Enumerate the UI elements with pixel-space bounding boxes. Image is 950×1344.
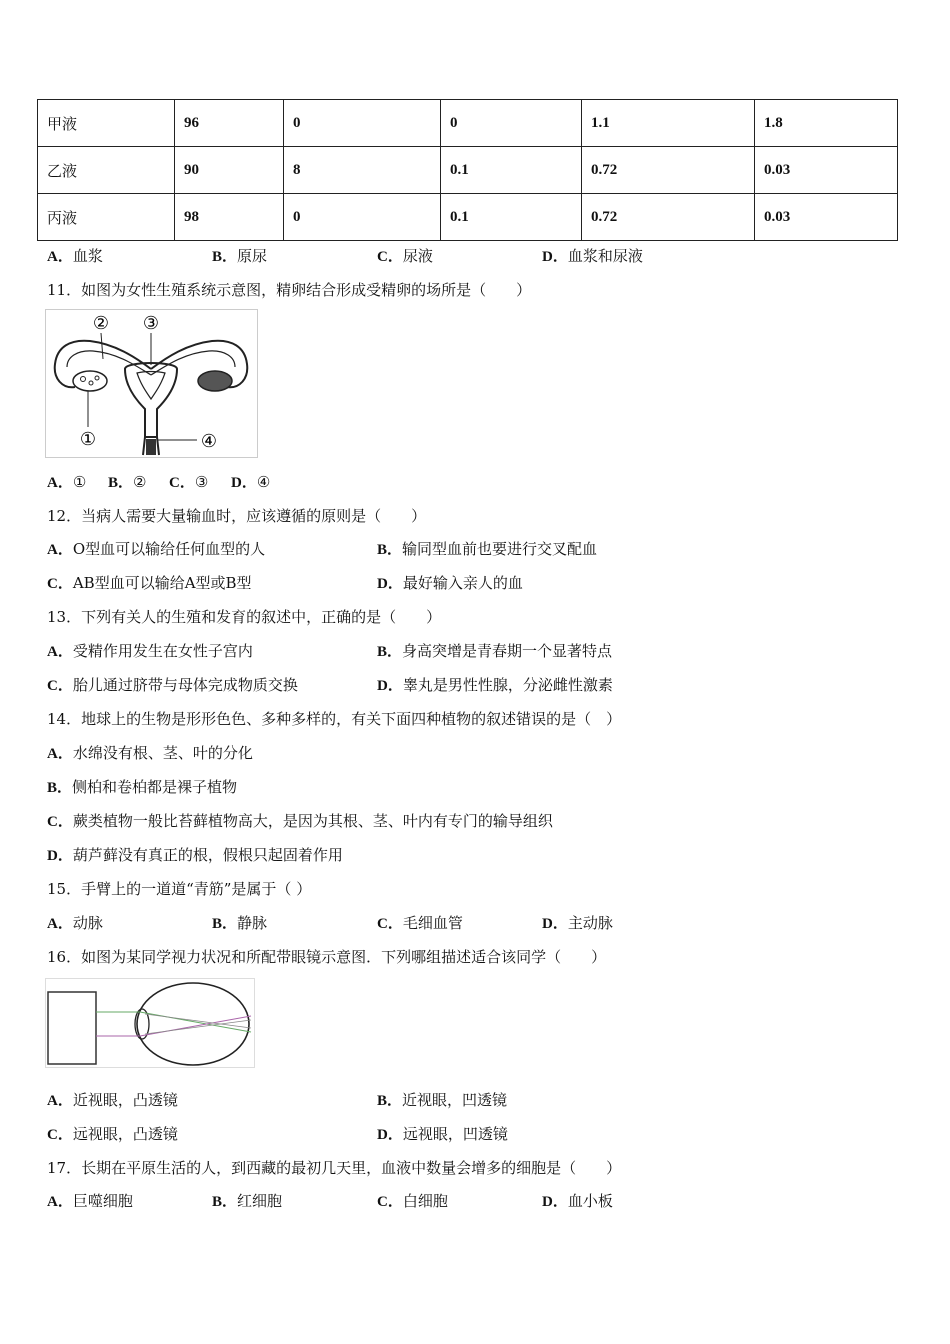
q11-option-b[interactable] <box>108 472 146 493</box>
option-text: 静脉 <box>237 914 268 932</box>
option-text: 远视眼，凸透镜 <box>72 1125 178 1143</box>
option-label: A． <box>47 1194 73 1210</box>
q17-option-b[interactable] <box>212 1191 282 1212</box>
q17-option-c[interactable] <box>377 1191 448 1212</box>
table-cell: 0 <box>284 100 441 147</box>
q17-option-d[interactable] <box>542 1191 613 1212</box>
option-label: C． <box>377 1194 403 1210</box>
option-label: C． <box>377 249 403 265</box>
q14-option-b[interactable] <box>47 777 237 798</box>
table-cell: 0.03 <box>755 147 898 194</box>
option-label: B． <box>377 644 403 660</box>
table-cell: 0.72 <box>582 194 755 241</box>
question-16-stem: 16．如图为某同学视力状况和所配带眼镜示意图．下列哪组描述适合该同学（ ） <box>47 948 607 966</box>
table-cell-name: 甲液 <box>38 100 175 147</box>
table-cell: 8 <box>284 147 441 194</box>
option-label: A． <box>47 746 73 762</box>
q10-option-a[interactable] <box>47 246 103 267</box>
option-label: C． <box>47 576 73 592</box>
table-cell: 1.8 <box>755 100 898 147</box>
q13-option-d[interactable] <box>377 675 613 696</box>
question-12-stem: 12．当病人需要大量输血时，应该遵循的原则是（ ） <box>47 507 427 525</box>
q11-option-c[interactable] <box>169 472 208 493</box>
table-row <box>38 100 898 147</box>
option-text: AB型血可以输给A型或B型 <box>72 574 252 592</box>
option-text: 远视眼，凹透镜 <box>402 1125 508 1143</box>
question-13-stem: 13．下列有关人的生殖和发育的叙述中，正确的是（ ） <box>47 608 442 626</box>
q12-option-b[interactable] <box>377 539 597 560</box>
option-text: 输同型血前也要进行交叉配血 <box>402 540 598 558</box>
q14-option-a[interactable] <box>47 743 253 764</box>
figure-label-2: ② <box>92 313 110 334</box>
table-cell-name: 丙液 <box>38 194 175 241</box>
option-label: D． <box>542 1194 568 1210</box>
option-label: B． <box>212 249 238 265</box>
option-text: ③ <box>194 473 209 491</box>
q11-option-a[interactable] <box>47 472 86 493</box>
option-label: B． <box>377 1093 403 1109</box>
q16-option-c[interactable] <box>47 1124 178 1145</box>
option-text: 最好输入亲人的血 <box>402 574 523 592</box>
q13-option-b[interactable] <box>377 641 612 662</box>
option-label: B． <box>212 1194 238 1210</box>
table-cell: 0.1 <box>441 194 582 241</box>
question-15-stem: 15．手臂上的一道道“青筋”是属于（ ） <box>47 880 312 898</box>
q10-option-c[interactable] <box>377 246 433 267</box>
option-text: O型血可以输给任何血型的人 <box>72 540 266 558</box>
table-cell: 96 <box>175 100 284 147</box>
option-label: A． <box>47 475 73 491</box>
option-label: C． <box>377 916 403 932</box>
table-cell: 0.03 <box>755 194 898 241</box>
option-text: 胎儿通过脐带与母体完成物质交换 <box>72 676 298 694</box>
option-label: B． <box>108 475 134 491</box>
option-text: 水绵没有根、茎、叶的分化 <box>72 744 253 762</box>
q15-option-c[interactable] <box>377 913 463 934</box>
q11-option-d[interactable] <box>231 472 270 493</box>
option-label: D． <box>377 576 403 592</box>
q13-option-a[interactable] <box>47 641 253 662</box>
table-row <box>38 147 898 194</box>
option-text: 主动脉 <box>567 914 613 932</box>
q12-option-a[interactable] <box>47 539 265 560</box>
q14-option-c[interactable] <box>47 811 553 832</box>
table-cell: 0.72 <box>582 147 755 194</box>
table-cell-name: 乙液 <box>38 147 175 194</box>
option-text: 血浆 <box>72 247 103 265</box>
female-reproductive-system-figure <box>45 309 258 458</box>
eye-and-lens-figure <box>45 978 255 1068</box>
option-label: C． <box>169 475 195 491</box>
option-label: B． <box>212 916 238 932</box>
option-label: A． <box>47 542 73 558</box>
option-label: D． <box>377 1127 403 1143</box>
q17-option-a[interactable] <box>47 1191 133 1212</box>
option-label: A． <box>47 916 73 932</box>
option-text: 侧柏和卷柏都是裸子植物 <box>72 778 238 796</box>
table-row <box>38 194 898 241</box>
option-label: B． <box>47 780 73 796</box>
table-cell: 90 <box>175 147 284 194</box>
option-text: 巨噬细胞 <box>72 1192 133 1210</box>
option-text: 近视眼，凸透镜 <box>72 1091 178 1109</box>
option-text: 蕨类植物一般比苔藓植物高大，是因为其根、茎、叶内有专门的输导组织 <box>72 812 553 830</box>
figure-label-4: ④ <box>200 431 218 452</box>
option-label: D． <box>47 848 73 864</box>
q15-option-b[interactable] <box>212 913 267 934</box>
option-label: D． <box>542 916 568 932</box>
option-text: 身高突增是青春期一个显著特点 <box>402 642 613 660</box>
question-14-stem: 14．地球上的生物是形形色色、多种多样的，有关下面四种植物的叙述错误的是（ ） <box>47 710 622 728</box>
q16-option-a[interactable] <box>47 1090 178 1111</box>
figure-label-1: ① <box>79 429 97 450</box>
option-label: D． <box>231 475 257 491</box>
q16-option-b[interactable] <box>377 1090 507 1111</box>
q12-option-d[interactable] <box>377 573 523 594</box>
option-text: 动脉 <box>72 914 103 932</box>
option-text: ① <box>72 473 87 491</box>
q14-option-d[interactable] <box>47 845 343 866</box>
option-label: A． <box>47 249 73 265</box>
option-label: B． <box>377 542 403 558</box>
option-label: D． <box>542 249 568 265</box>
q10-option-d[interactable] <box>542 246 643 267</box>
option-text: 血浆和尿液 <box>567 247 643 265</box>
option-label: C． <box>47 814 73 830</box>
q13-option-c[interactable] <box>47 675 298 696</box>
option-text: ② <box>133 473 147 491</box>
option-label: C． <box>47 1127 73 1143</box>
option-text: ④ <box>256 473 271 491</box>
option-text: 葫芦藓没有真正的根，假根只起固着作用 <box>72 846 343 864</box>
table-cell: 0 <box>441 100 582 147</box>
option-label: A． <box>47 1093 73 1109</box>
option-text: 原尿 <box>237 247 268 265</box>
q15-option-d[interactable] <box>542 913 613 934</box>
fluid-composition-table <box>37 99 898 241</box>
table-cell: 0.1 <box>441 147 582 194</box>
table-cell: 0 <box>284 194 441 241</box>
option-text: 受精作用发生在女性子宫内 <box>72 642 253 660</box>
option-text: 红细胞 <box>237 1192 283 1210</box>
option-label: C． <box>47 678 73 694</box>
q12-option-c[interactable] <box>47 573 252 594</box>
table-cell: 98 <box>175 194 284 241</box>
option-label: D． <box>377 678 403 694</box>
option-text: 血小板 <box>567 1192 613 1210</box>
option-label: A． <box>47 644 73 660</box>
q16-option-d[interactable] <box>377 1124 508 1145</box>
q15-option-a[interactable] <box>47 913 103 934</box>
question-11-stem: 11．如图为女性生殖系统示意图，精卵结合形成受精卵的场所是（ ） <box>47 281 532 299</box>
option-text: 尿液 <box>402 247 433 265</box>
option-text: 近视眼，凹透镜 <box>402 1091 508 1109</box>
option-text: 毛细血管 <box>402 914 463 932</box>
question-17-stem: 17．长期在平原生活的人，到西藏的最初几天里，血液中数量会增多的细胞是（ ） <box>47 1159 622 1177</box>
q10-option-b[interactable] <box>212 246 267 267</box>
option-text: 睾丸是男性性腺，分泌雌性激素 <box>402 676 613 694</box>
figure-label-3: ③ <box>142 313 160 334</box>
table-cell: 1.1 <box>582 100 755 147</box>
option-text: 白细胞 <box>402 1192 448 1210</box>
